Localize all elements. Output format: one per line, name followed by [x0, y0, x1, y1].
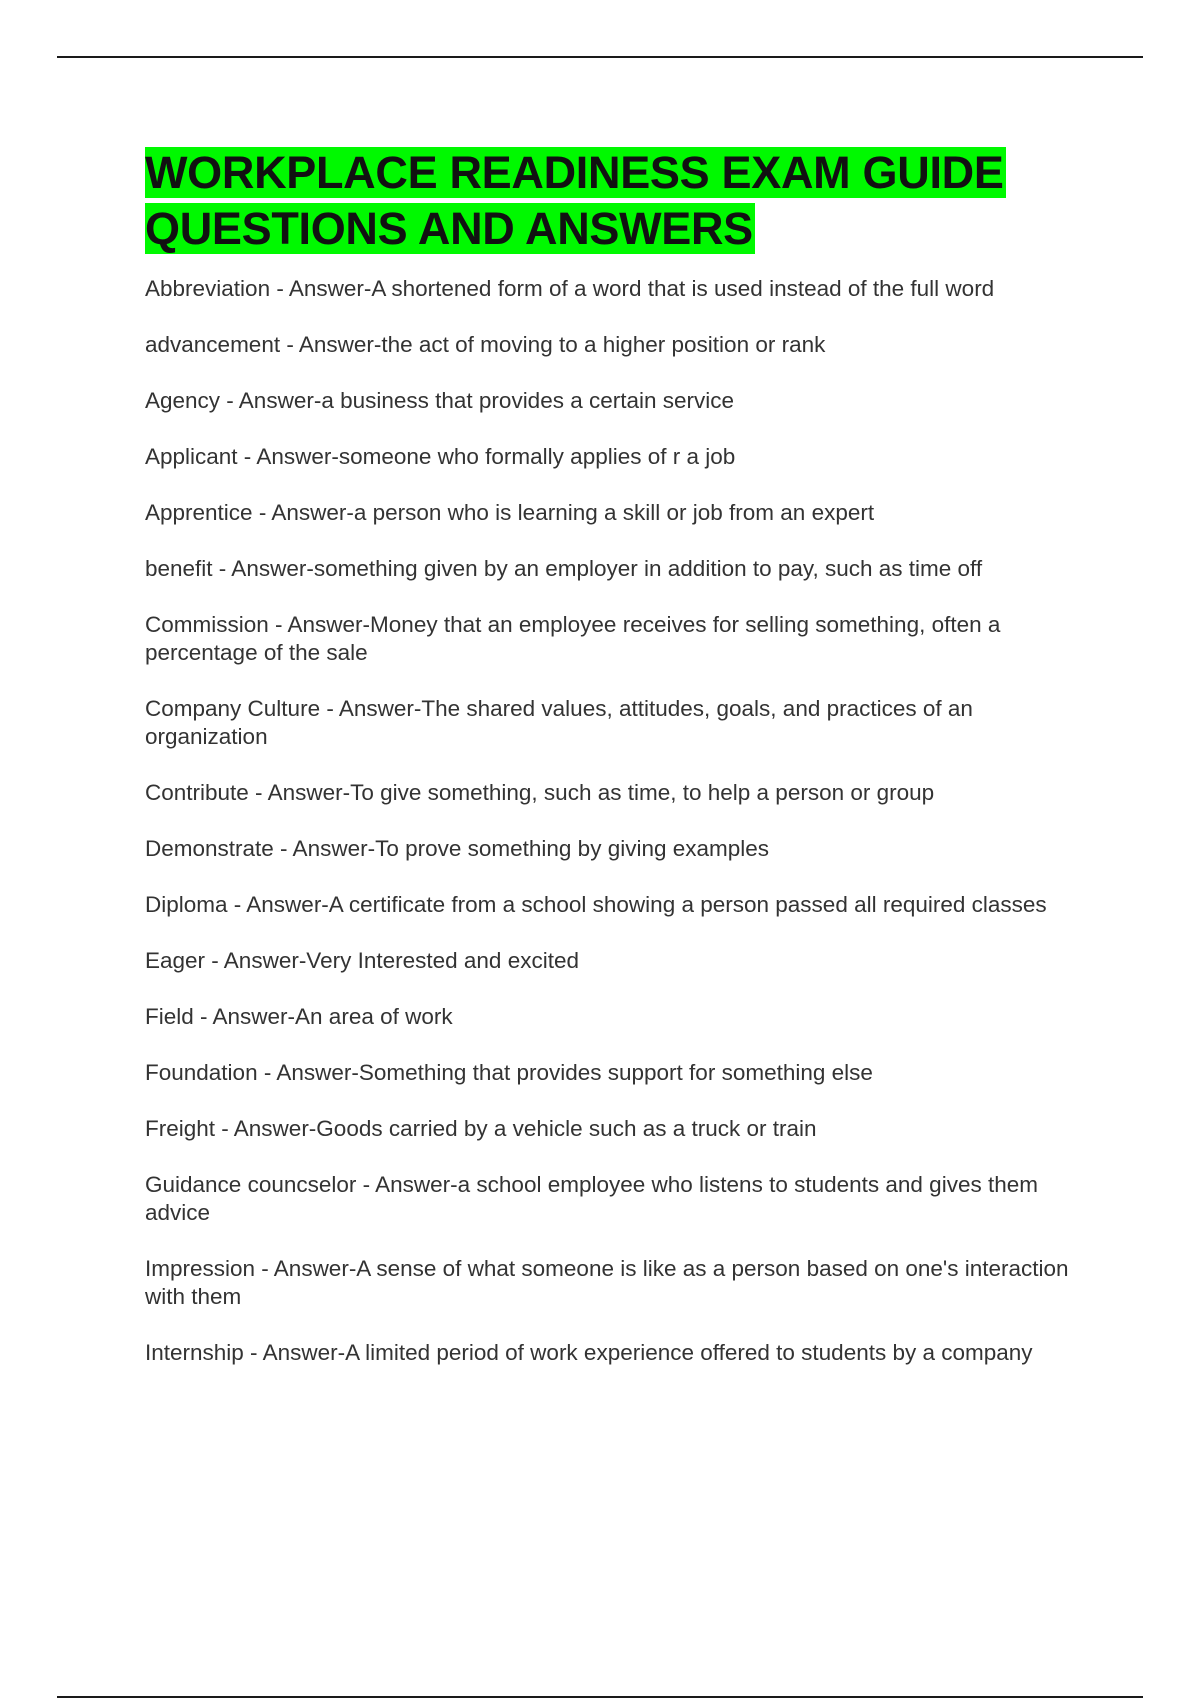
- list-item: Foundation - Answer-Something that provides support for something else: [145, 1060, 873, 1085]
- title-line-2: QUESTIONS AND ANSWERS: [145, 203, 753, 254]
- list-item: Field - Answer-An area of work: [145, 1004, 453, 1029]
- list-item: Demonstrate - Answer-To prove something by giving examples: [145, 836, 770, 861]
- list-item: Applicant - Answer-someone who formally applies of r a job: [145, 444, 736, 469]
- qa-list: [145, 275, 1085, 1367]
- list-item: Freight - Answer-Goods carried by a vehicle such as a truck or train: [145, 1116, 817, 1141]
- list-item: Impression - Answer-A sense of what someone is like as a person based on one's interaction with them: [145, 1256, 1069, 1309]
- list-item: Apprentice - Answer-a person who is learning a skill or job from an expert: [145, 500, 875, 525]
- list-item: Guidance councselor - Answer-a school employee who listens to students and gives them advice: [145, 1172, 1038, 1225]
- title-line-1: WORKPLACE READINESS EXAM GUIDE: [145, 147, 1004, 198]
- document-body: [145, 145, 1085, 1395]
- list-item: Commission - Answer-Money that an employee receives for selling something, often a percentage of the sale: [145, 612, 1001, 665]
- list-item: Contribute - Answer-To give something, such as time, to help a person or group: [145, 780, 935, 805]
- list-item: benefit - Answer-something given by an employer in addition to pay, such as time off: [145, 556, 983, 581]
- list-item: Diploma - Answer-A certificate from a school showing a person passed all required classes: [145, 892, 1047, 917]
- list-item: Abbreviation - Answer-A shortened form of a word that is used instead of the full word: [145, 276, 995, 301]
- top-rule: [57, 56, 1143, 58]
- list-item: Agency - Answer-a business that provides a certain service: [145, 388, 735, 413]
- list-item: Eager - Answer-Very Interested and excited: [145, 948, 579, 973]
- list-item: advancement - Answer-the act of moving to a higher position or rank: [145, 332, 826, 357]
- list-item: Internship - Answer-A limited period of work experience offered to students by a company: [145, 1340, 1033, 1365]
- document-title: [145, 145, 1085, 257]
- bottom-rule: [57, 1696, 1143, 1698]
- list-item: Company Culture - Answer-The shared values, attitudes, goals, and practices of an organization: [145, 696, 973, 749]
